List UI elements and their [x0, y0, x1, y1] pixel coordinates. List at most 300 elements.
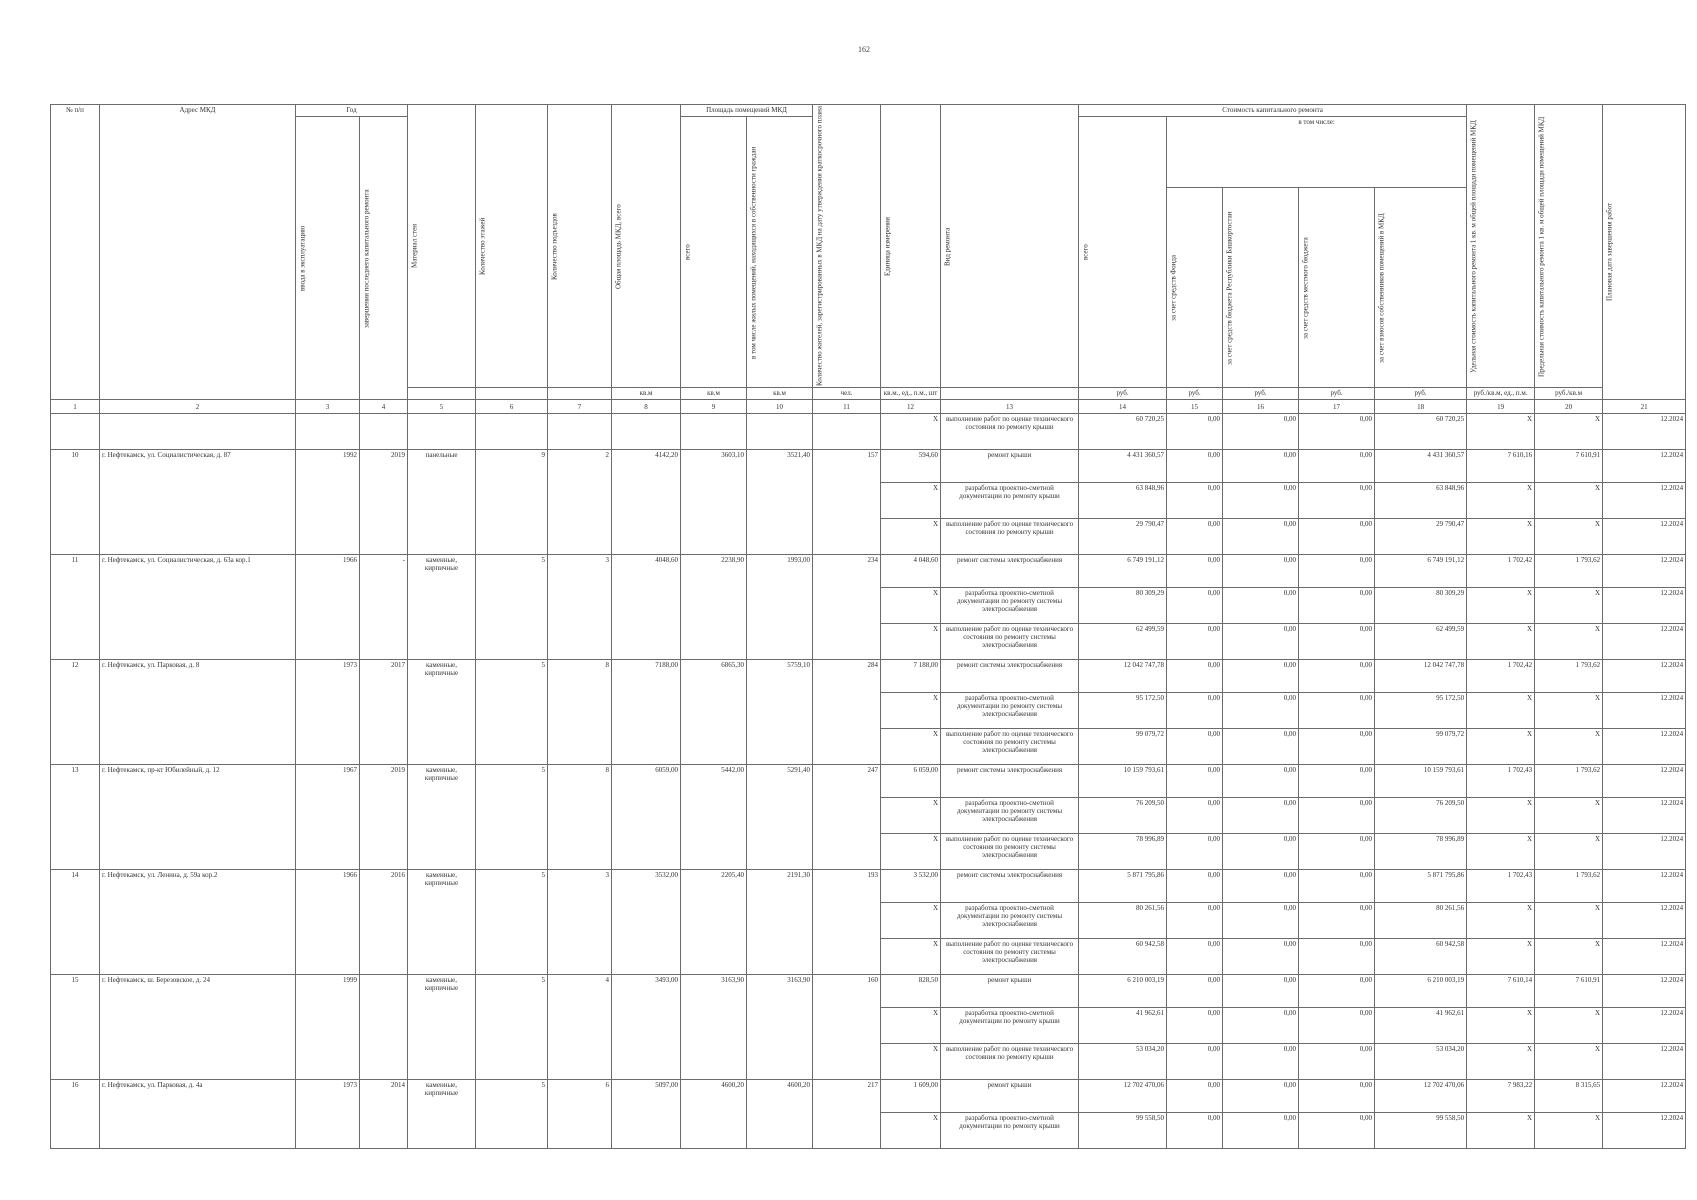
carry-work: выполнение работ по оценке технического состояния по ремонту крыши: [941, 414, 1079, 450]
work-type: разработка проектно-сметной документации по ремонту крыши: [941, 1008, 1079, 1044]
carry-year-built: [296, 414, 360, 450]
cost-fund: 0,00: [1167, 798, 1223, 834]
completion-date: 12.2024: [1603, 834, 1686, 870]
residents: 160: [813, 975, 881, 1080]
cost-total: 6 210 003,19: [1079, 975, 1167, 1008]
work-quantity: 3 532,00: [881, 870, 941, 903]
cost-owners: 63 848,96: [1375, 483, 1467, 519]
cost-local-budget: 0,00: [1299, 660, 1375, 693]
column-number: 3: [296, 400, 360, 414]
year-repair: 2016: [360, 870, 408, 975]
floors: 9: [476, 450, 548, 555]
work-quantity: 4 048,60: [881, 555, 941, 588]
carry-rb: 0,00: [1223, 414, 1299, 450]
work-quantity: 828,50: [881, 975, 941, 1008]
unit-owners: руб.: [1375, 388, 1467, 400]
work-quantity: 7 188,00: [881, 660, 941, 693]
column-number: 18: [1375, 400, 1467, 414]
unit-work-type: [941, 388, 1079, 400]
wall-material: каменные, кирпичные: [408, 555, 476, 660]
cost-rb-budget: 0,00: [1223, 450, 1299, 483]
limit-cost: X: [1535, 693, 1603, 729]
cost-total: 6 749 191,12: [1079, 555, 1167, 588]
unit-cost: X: [1467, 834, 1535, 870]
completion-date: 12.2024: [1603, 1080, 1686, 1113]
area-all: 5442,00: [681, 765, 747, 870]
carry-address: [100, 414, 296, 450]
cost-owners: 80 309,29: [1375, 588, 1467, 624]
cost-local-budget: 0,00: [1299, 1080, 1375, 1113]
work-type: разработка проектно-сметной документации по ремонту системы электроснабжения: [941, 903, 1079, 939]
capital-repair-plan-sheet: [50, 104, 1684, 1149]
column-number: 17: [1299, 400, 1375, 414]
unit-cost: X: [1467, 798, 1535, 834]
col-header-total-area: Общая площадь МКД, всего: [612, 105, 681, 388]
unit-cost: X: [1467, 903, 1535, 939]
table-row: [51, 870, 1686, 903]
area-all: 2238,90: [681, 555, 747, 660]
column-number: 15: [1167, 400, 1223, 414]
col-group-cost: Стоимость капитального ремонта: [1079, 105, 1467, 117]
wall-material: панельные: [408, 450, 476, 555]
limit-cost: 1 793,62: [1535, 870, 1603, 903]
col-header-cost-total: всего: [1079, 117, 1167, 388]
cost-rb-budget: 0,00: [1223, 798, 1299, 834]
cost-rb-budget: 0,00: [1223, 765, 1299, 798]
table-row: [51, 660, 1686, 693]
unit-cost: 7 983,22: [1467, 1080, 1535, 1113]
completion-date: 12.2024: [1603, 765, 1686, 798]
wall-material: каменные, кирпичные: [408, 765, 476, 870]
total-area: 5097,00: [612, 1080, 681, 1149]
work-type: разработка проектно-сметной документации по ремонту крыши: [941, 1113, 1079, 1149]
col-header-year-repair: завершения последнего капитального ремонта: [360, 117, 408, 400]
entrances: 8: [548, 765, 612, 870]
work-type: выполнение работ по оценке технического состояния по ремонту системы электроснабжения: [941, 939, 1079, 975]
cost-rb-budget: 0,00: [1223, 1113, 1299, 1149]
cost-owners: 60 942,58: [1375, 939, 1467, 975]
cost-local-budget: 0,00: [1299, 624, 1375, 660]
cost-total: 80 261,56: [1079, 903, 1167, 939]
unit-cost: X: [1467, 588, 1535, 624]
column-number: 14: [1079, 400, 1167, 414]
col-header-address: Адрес МКД: [100, 105, 296, 400]
completion-date: 12.2024: [1603, 1113, 1686, 1149]
carry-floors: [476, 414, 548, 450]
cost-fund: 0,00: [1167, 903, 1223, 939]
unit-measure: кв.м., ед., п.м., шт: [881, 388, 941, 400]
work-type: разработка проектно-сметной документации по ремонту системы электроснабжения: [941, 693, 1079, 729]
cost-rb-budget: 0,00: [1223, 834, 1299, 870]
cost-rb-budget: 0,00: [1223, 939, 1299, 975]
unit-cost: 1 702,43: [1467, 870, 1535, 903]
cost-fund: 0,00: [1167, 975, 1223, 1008]
cost-fund: 0,00: [1167, 765, 1223, 798]
cost-total: 95 172,50: [1079, 693, 1167, 729]
col-header-date: Плановая дата завершения работ: [1603, 105, 1686, 400]
cost-local-budget: 0,00: [1299, 903, 1375, 939]
cost-owners: 76 209,50: [1375, 798, 1467, 834]
carry-residents: [813, 414, 881, 450]
work-type: ремонт системы электроснабжения: [941, 765, 1079, 798]
cost-rb-budget: 0,00: [1223, 903, 1299, 939]
unit-cost: X: [1467, 519, 1535, 555]
work-type: ремонт системы электроснабжения: [941, 870, 1079, 903]
cost-rb-budget: 0,00: [1223, 555, 1299, 588]
work-type: ремонт системы электроснабжения: [941, 660, 1079, 693]
floors: 5: [476, 870, 548, 975]
carry-num: [51, 414, 100, 450]
wall-material: каменные, кирпичные: [408, 975, 476, 1080]
work-type: выполнение работ по оценке технического состояния по ремонту крыши: [941, 519, 1079, 555]
cost-fund: 0,00: [1167, 729, 1223, 765]
completion-date: 12.2024: [1603, 555, 1686, 588]
completion-date: 12.2024: [1603, 975, 1686, 1008]
carry-wall: [408, 414, 476, 450]
record-num: 13: [51, 765, 100, 870]
carry-total-area: [612, 414, 681, 450]
col-header-area-all: всего: [681, 117, 747, 388]
area-res: 1993,00: [747, 555, 813, 660]
record-num: 12: [51, 660, 100, 765]
table-row: [51, 975, 1686, 1008]
work-quantity: X: [881, 1113, 941, 1149]
cost-fund: 0,00: [1167, 1044, 1223, 1080]
cost-fund: 0,00: [1167, 450, 1223, 483]
work-type: разработка проектно-сметной документации по ремонту системы электроснабжения: [941, 798, 1079, 834]
carry-total: 60 720,25: [1079, 414, 1167, 450]
floors: 5: [476, 765, 548, 870]
cost-total: 12 042 747,78: [1079, 660, 1167, 693]
work-type: разработка проектно-сметной документации по ремонту крыши: [941, 483, 1079, 519]
col-header-owners: за счет взносов собственников помещений в МКД: [1375, 188, 1467, 388]
completion-date: 12.2024: [1603, 450, 1686, 483]
cost-local-budget: 0,00: [1299, 975, 1375, 1008]
cost-rb-budget: 0,00: [1223, 624, 1299, 660]
cost-rb-budget: 0,00: [1223, 1008, 1299, 1044]
cost-fund: 0,00: [1167, 1008, 1223, 1044]
residents: 157: [813, 450, 881, 555]
limit-cost: X: [1535, 729, 1603, 765]
work-quantity: 594,60: [881, 450, 941, 483]
col-header-fund: за счет средств Фонда: [1167, 188, 1223, 388]
col-header-local-budget: за счет средств местного бюджета: [1299, 188, 1375, 388]
cost-total: 10 159 793,61: [1079, 765, 1167, 798]
carry-year-repair: [360, 414, 408, 450]
total-area: 7188,00: [612, 660, 681, 765]
year-built: 1966: [296, 555, 360, 660]
cost-total: 29 790,47: [1079, 519, 1167, 555]
record-num: 14: [51, 870, 100, 975]
cost-owners: 53 034,20: [1375, 1044, 1467, 1080]
limit-cost: 1 793,62: [1535, 660, 1603, 693]
cost-fund: 0,00: [1167, 624, 1223, 660]
work-quantity: X: [881, 1044, 941, 1080]
year-built: 1973: [296, 660, 360, 765]
cost-local-budget: 0,00: [1299, 729, 1375, 765]
cost-total: 78 996,89: [1079, 834, 1167, 870]
wall-material: каменные, кирпичные: [408, 870, 476, 975]
completion-date: 12.2024: [1603, 483, 1686, 519]
column-number: 8: [612, 400, 681, 414]
col-header-unit-cost: Удельная стоимость капитального ремонта 1 кв. м общей площади помещений МКД: [1467, 105, 1535, 388]
floors: 5: [476, 660, 548, 765]
cost-fund: 0,00: [1167, 1113, 1223, 1149]
unit-cost: X: [1467, 1044, 1535, 1080]
work-type: выполнение работ по оценке технического состояния по ремонту системы электроснабжения: [941, 729, 1079, 765]
entrances: 6: [548, 1080, 612, 1149]
cost-local-budget: 0,00: [1299, 588, 1375, 624]
carry-entrances: [548, 414, 612, 450]
cost-owners: 29 790,47: [1375, 519, 1467, 555]
unit-cost: 1 702,42: [1467, 660, 1535, 693]
cost-owners: 95 172,50: [1375, 693, 1467, 729]
total-area: 3532,00: [612, 870, 681, 975]
record-address: г. Нефтекамск, ул. Социалистическая, д. 63а кор.1: [100, 555, 296, 660]
cost-local-budget: 0,00: [1299, 834, 1375, 870]
work-type: выполнение работ по оценке технического состояния по ремонту крыши: [941, 1044, 1079, 1080]
carry-area-all: [681, 414, 747, 450]
work-type: выполнение работ по оценке технического состояния по ремонту системы электроснабжения: [941, 834, 1079, 870]
limit-cost: X: [1535, 1008, 1603, 1044]
col-header-floors: Количество этажей: [476, 105, 548, 388]
cost-fund: 0,00: [1167, 870, 1223, 903]
header-row-1: [51, 105, 1686, 117]
work-quantity: X: [881, 1008, 941, 1044]
year-repair: [360, 975, 408, 1080]
unit-cost: X: [1467, 939, 1535, 975]
entrances: 3: [548, 555, 612, 660]
cost-rb-budget: 0,00: [1223, 660, 1299, 693]
work-type: ремонт крыши: [941, 1080, 1079, 1113]
work-quantity: X: [881, 939, 941, 975]
cost-total: 60 942,58: [1079, 939, 1167, 975]
cost-fund: 0,00: [1167, 483, 1223, 519]
record-num: 16: [51, 1080, 100, 1149]
cost-total: 41 962,61: [1079, 1008, 1167, 1044]
wall-material: каменные, кирпичные: [408, 1080, 476, 1149]
col-header-entrances: Количество подъездов: [548, 105, 612, 388]
entrances: 2: [548, 450, 612, 555]
unit-area-all: кв.м: [681, 388, 747, 400]
cost-local-budget: 0,00: [1299, 693, 1375, 729]
column-number: 9: [681, 400, 747, 414]
limit-cost: X: [1535, 588, 1603, 624]
cost-rb-budget: 0,00: [1223, 588, 1299, 624]
cost-rb-budget: 0,00: [1223, 693, 1299, 729]
limit-cost: X: [1535, 798, 1603, 834]
limit-cost: 1 793,62: [1535, 555, 1603, 588]
area-res: 5759,10: [747, 660, 813, 765]
unit-residents: чел.: [813, 388, 881, 400]
cost-total: 53 034,20: [1079, 1044, 1167, 1080]
limit-cost: 7 610,91: [1535, 450, 1603, 483]
column-number: 5: [408, 400, 476, 414]
cost-owners: 62 499,59: [1375, 624, 1467, 660]
completion-date: 12.2024: [1603, 1044, 1686, 1080]
completion-date: 12.2024: [1603, 939, 1686, 975]
cost-fund: 0,00: [1167, 693, 1223, 729]
residents: 234: [813, 555, 881, 660]
cost-total: 5 871 795,86: [1079, 870, 1167, 903]
table-row: [51, 450, 1686, 483]
work-quantity: X: [881, 834, 941, 870]
year-built: 1973: [296, 1080, 360, 1149]
cost-rb-budget: 0,00: [1223, 729, 1299, 765]
floors: 5: [476, 555, 548, 660]
unit-total-area: кв.м: [612, 388, 681, 400]
table-body: [51, 105, 1686, 1149]
cost-local-budget: 0,00: [1299, 798, 1375, 834]
cost-total: 62 499,59: [1079, 624, 1167, 660]
col-header-rb-budget: за счет средств бюджета Республики Башкортостан: [1223, 188, 1299, 388]
area-all: 4600,20: [681, 1080, 747, 1149]
cost-total: 63 848,96: [1079, 483, 1167, 519]
area-res: 3521,40: [747, 450, 813, 555]
unit-area-res: кв.м: [747, 388, 813, 400]
cost-rb-budget: 0,00: [1223, 975, 1299, 1008]
record-num: 15: [51, 975, 100, 1080]
unit-wall: [408, 388, 476, 400]
capital-repair-table: [50, 104, 1686, 1149]
area-all: 2205,40: [681, 870, 747, 975]
column-number: 2: [100, 400, 296, 414]
area-all: 3163,90: [681, 975, 747, 1080]
work-type: разработка проектно-сметной документации по ремонту системы электроснабжения: [941, 588, 1079, 624]
limit-cost: X: [1535, 1113, 1603, 1149]
column-number: 19: [1467, 400, 1535, 414]
page-number: 162: [858, 45, 870, 54]
year-repair: 2019: [360, 765, 408, 870]
record-num: 11: [51, 555, 100, 660]
cost-owners: 4 431 360,57: [1375, 450, 1467, 483]
record-address: г. Нефтекамск, ул. Социалистическая, д. 87: [100, 450, 296, 555]
total-area: 4142,20: [612, 450, 681, 555]
unit-cost: 7 610,16: [1467, 450, 1535, 483]
carry-fund: 0,00: [1167, 414, 1223, 450]
cost-owners: 80 261,56: [1375, 903, 1467, 939]
column-number: 1: [51, 400, 100, 414]
year-repair: 2014: [360, 1080, 408, 1149]
unit-cost: X: [1467, 1113, 1535, 1149]
floors: 5: [476, 975, 548, 1080]
unit-entrances: [548, 388, 612, 400]
carry-local: 0,00: [1299, 414, 1375, 450]
column-number: 11: [813, 400, 881, 414]
cost-local-budget: 0,00: [1299, 939, 1375, 975]
unit-cost: 7 610,14: [1467, 975, 1535, 1008]
year-built: 1966: [296, 870, 360, 975]
completion-date: 12.2024: [1603, 519, 1686, 555]
limit-cost: X: [1535, 483, 1603, 519]
cost-total: 80 309,29: [1079, 588, 1167, 624]
year-built: 1992: [296, 450, 360, 555]
column-number: 12: [881, 400, 941, 414]
cost-fund: 0,00: [1167, 555, 1223, 588]
cost-owners: 12 702 470,06: [1375, 1080, 1467, 1113]
cost-owners: 78 996,89: [1375, 834, 1467, 870]
column-number: 13: [941, 400, 1079, 414]
carry-owners: 60 720,25: [1375, 414, 1467, 450]
work-quantity: X: [881, 693, 941, 729]
cost-fund: 0,00: [1167, 834, 1223, 870]
year-repair: -: [360, 555, 408, 660]
work-quantity: X: [881, 903, 941, 939]
completion-date: 12.2024: [1603, 588, 1686, 624]
record-address: г. Нефтекамск, пр-кт Юбилейный, д. 12: [100, 765, 296, 870]
unit-cost: X: [1467, 1008, 1535, 1044]
column-number: 7: [548, 400, 612, 414]
area-res: 2191,30: [747, 870, 813, 975]
area-res: 4600,20: [747, 1080, 813, 1149]
cost-fund: 0,00: [1167, 588, 1223, 624]
work-quantity: X: [881, 483, 941, 519]
limit-cost: X: [1535, 834, 1603, 870]
cost-total: 76 209,50: [1079, 798, 1167, 834]
column-number: 20: [1535, 400, 1603, 414]
cost-rb-budget: 0,00: [1223, 1044, 1299, 1080]
cost-local-budget: 0,00: [1299, 870, 1375, 903]
work-type: ремонт крыши: [941, 975, 1079, 1008]
unit-cost: X: [1467, 693, 1535, 729]
cost-total: 4 431 360,57: [1079, 450, 1167, 483]
column-number: 21: [1603, 400, 1686, 414]
total-area: 4048,60: [612, 555, 681, 660]
col-header-work-type: Вид ремонта: [941, 105, 1079, 388]
floors: 5: [476, 1080, 548, 1149]
year-built: 1999: [296, 975, 360, 1080]
completion-date: 12.2024: [1603, 798, 1686, 834]
cost-local-budget: 0,00: [1299, 1044, 1375, 1080]
year-repair: 2019: [360, 450, 408, 555]
column-number: 6: [476, 400, 548, 414]
work-type: выполнение работ по оценке технического состояния по ремонту системы электроснабжения: [941, 624, 1079, 660]
completion-date: 12.2024: [1603, 660, 1686, 693]
cost-owners: 99 079,72: [1375, 729, 1467, 765]
cost-owners: 99 558,50: [1375, 1113, 1467, 1149]
limit-cost: X: [1535, 624, 1603, 660]
limit-cost: 8 315,65: [1535, 1080, 1603, 1113]
record-num: 10: [51, 450, 100, 555]
carry-qty: X: [881, 414, 941, 450]
col-header-num: № п/п: [51, 105, 100, 400]
entrances: 3: [548, 870, 612, 975]
carry-area-res: [747, 414, 813, 450]
carry-limit-cost: X: [1535, 414, 1603, 450]
cost-rb-budget: 0,00: [1223, 519, 1299, 555]
col-header-wall: Материал стен: [408, 105, 476, 388]
cost-total: 99 558,50: [1079, 1113, 1167, 1149]
cost-local-budget: 0,00: [1299, 450, 1375, 483]
column-numbers-row: [51, 400, 1686, 414]
cost-local-budget: 0,00: [1299, 483, 1375, 519]
limit-cost: X: [1535, 903, 1603, 939]
cost-total: 12 702 470,06: [1079, 1080, 1167, 1113]
entrances: 8: [548, 660, 612, 765]
cost-rb-budget: 0,00: [1223, 870, 1299, 903]
cost-fund: 0,00: [1167, 660, 1223, 693]
work-type: ремонт крыши: [941, 450, 1079, 483]
table-row: [51, 765, 1686, 798]
cost-local-budget: 0,00: [1299, 765, 1375, 798]
column-number: 4: [360, 400, 408, 414]
col-header-residents: Количество жителей, зарегистрированных в МКД на дату утверждения краткосрочного плана: [813, 105, 881, 388]
limit-cost: 1 793,62: [1535, 765, 1603, 798]
cost-owners: 41 962,61: [1375, 1008, 1467, 1044]
unit-cost: 1 702,43: [1467, 765, 1535, 798]
wall-material: каменные, кирпичные: [408, 660, 476, 765]
cost-local-budget: 0,00: [1299, 1113, 1375, 1149]
